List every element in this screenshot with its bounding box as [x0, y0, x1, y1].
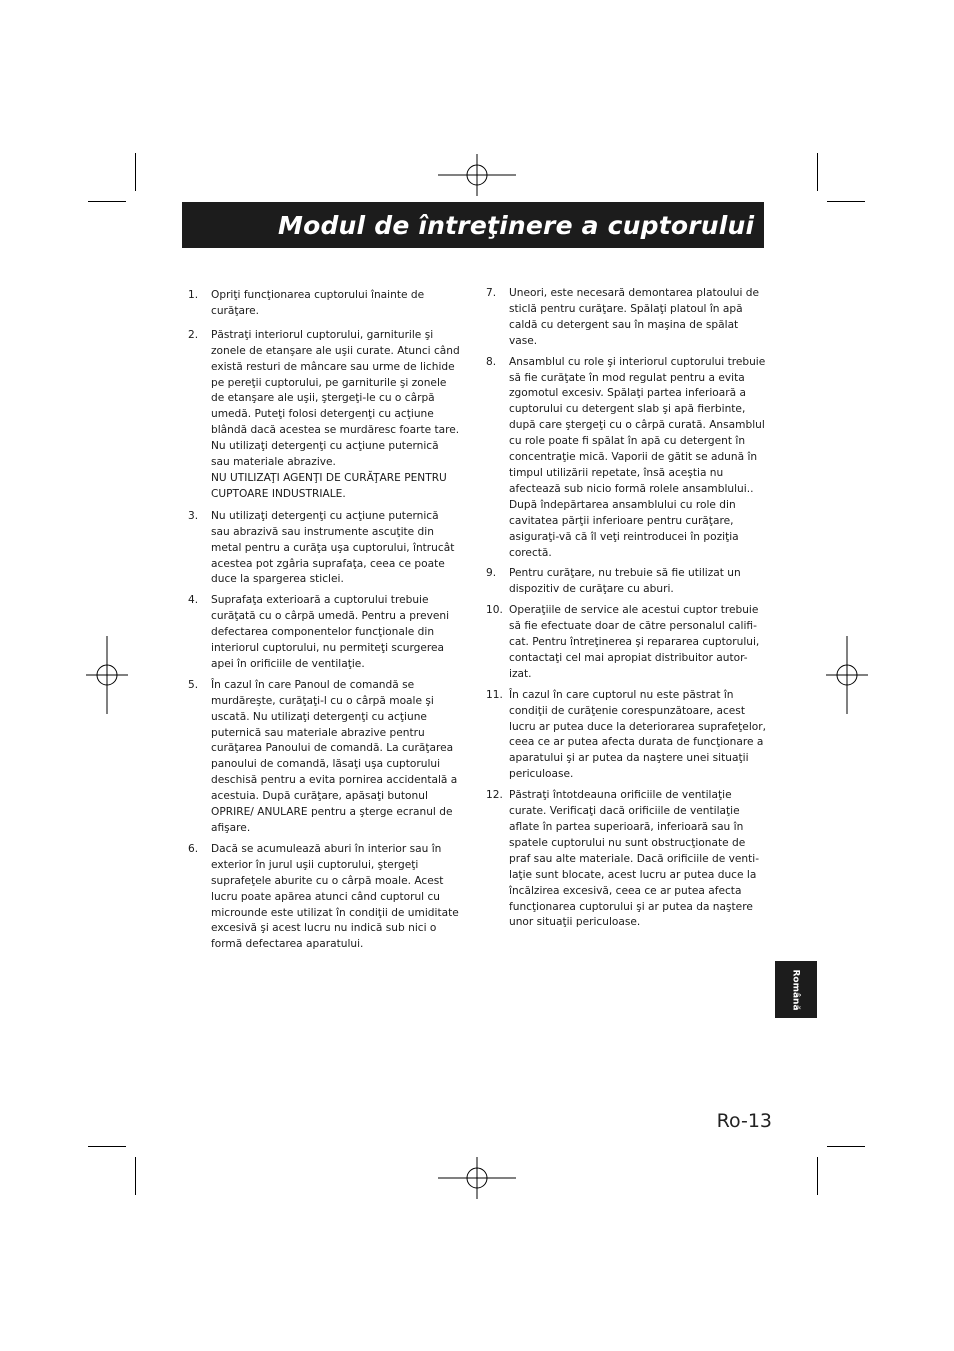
item-text: Uneori, este necesară demontarea platoului de sticlă pentru curăţare. Spălaţi platoul în apă caldă cu detergent sau în maşina de spălat vase.: [509, 287, 759, 347]
registration-mark-icon: [826, 636, 868, 714]
item-number: 4.: [188, 594, 199, 607]
item-number: 8.: [486, 355, 497, 368]
language-tab: [775, 961, 817, 1018]
instructions-column-left: [188, 288, 460, 953]
instructions-column-right: [486, 286, 767, 931]
item-warning: NU UTILIZAŢI AGENŢI DE CURĂŢARE PENTRU CUPTOARE INDUSTRIALE.: [211, 471, 447, 500]
registration-mark-icon: [86, 636, 128, 714]
item-number: 6.: [188, 842, 199, 855]
list-item: [486, 286, 767, 350]
page-number: Ro-13: [716, 1110, 772, 1132]
list-item: [188, 288, 460, 320]
list-item: [188, 328, 460, 503]
item-number: 10.: [486, 604, 503, 617]
registration-mark-icon: [438, 1157, 516, 1199]
item-text: Păstraţi interiorul cuptorului, garniturile şi zonele de etanşare ale uşii curate. Atunci când există resturi de mâncare sau urme de lichide pe pereţii cuptorului, pe garniturile şi zonele de etanşare ale uşii, ştergeţi-le cu o cârpă umedă. Puteţi folosi detergenţi cu acţiune blândă dacă acestea se murdăresc foarte tare. Nu utilizaţi detergenţi cu acţiune puternică sau materiale abrazive.: [211, 328, 460, 469]
item-text: În cazul în care cuptorul nu este păstrat în condiţii de curăţenie corespunzătoare, acest lucru ar putea duce la deteriorarea suprafeţelor, ceea ce ar putea afecta durata de funcţionare a aparatului şi ar putea da naştere unei situaţii periculoase.: [509, 688, 766, 781]
crop-mark: [817, 153, 818, 191]
item-text: Pentru curăţare, nu trebuie să fie utilizat un dispozitiv de curăţare cu aburi.: [509, 567, 741, 596]
item-number: 3.: [188, 509, 199, 522]
list-item: [486, 566, 767, 598]
crop-mark: [827, 201, 865, 202]
page-title: Modul de întreţinere a cuptorului: [278, 210, 755, 240]
list-item: [188, 509, 460, 589]
list-item: [486, 355, 767, 562]
crop-mark: [827, 1146, 865, 1147]
crop-mark: [817, 1157, 818, 1195]
registration-mark-icon: [438, 154, 516, 196]
item-text: Opriţi funcţionarea cuptorului înainte de curăţare.: [211, 289, 425, 317]
title-bar: [182, 202, 764, 248]
item-number: 5.: [188, 678, 199, 691]
list-item: [486, 688, 767, 783]
item-text: Nu utilizaţi detergenţi cu acţiune puternică sau abrazivă sau instrumente ascuţite din metal pentru a curăţa uşa cuptorului, întrucât acestea pot zgâria suprafaţa, ceea ce poate duce la spargerea sticlei.: [211, 509, 455, 586]
list-item: [486, 788, 767, 931]
item-text: Ansamblul cu role şi interiorul cuptorului trebuie să fie curăţate în mod regulat pentru a evita zgomotul excesiv. Spălaţi partea inferioară a cuptorului cu detergent slab şi apă fierbinte, după care ştergeţi cu o cârpă curată. Ansamblul cu role poate fi spălat în apă cu detergent în concentraţie mică. Vaporii de gătit se adună în timpul utilizării repetate, însă aceştia nu afectează sub nicio formă rolele ansamblului.. După îndepărtarea ansamblului cu role din cavitatea părţii inferioare pentru curăţare, asiguraţi-vă că îl veţi reintroducei în poziţia corectă.: [509, 355, 766, 559]
crop-mark: [135, 1157, 136, 1195]
language-label: Română: [790, 968, 801, 1011]
item-text: În cazul în care Panoul de comandă se murdăreşte, curăţaţi-l cu o cârpă moale şi uscată. Nu utilizaţi detergenţi cu acţiune puternică sau materiale abrazive pentru curăţarea Panoului de comandă. La curăţarea panoului de comandă, lăsaţi uşa cuptorului deschisă pentru a evita pornirea accidentală a acestuia. După curăţare, apăsaţi butonul OPRIRE/ ANULARE pentru a şterge ecranul de afişare.: [211, 678, 458, 834]
item-number: 2.: [188, 328, 199, 341]
item-number: 7.: [486, 287, 497, 299]
item-text: Păstraţi întotdeauna orificiile de ventilaţie curate. Verificaţi dacă orificiile de ventilaţie aflate în partea superioară, inferioară sau în spatele cuptorului nu sunt obstrucţionate de praf sau alte materiale. Dacă orificiile de venti-laţie sunt blocate, acest lucru ar putea duce la încălzirea excesivă, ceea ce ar putea afecta funcţionarea cuptorului şi ar putea da naştere unor situaţii periculoase.: [509, 789, 760, 929]
item-number: 1.: [188, 289, 199, 301]
item-text: Dacă se acumulează aburi în interior sau în exterior în jurul uşii cuptorului, ştergeţi suprafeţele aburite cu o cârpă moale. Acest lucru poate apărea atunci când cuptorul cu microunde este utilizat în condiţii de umiditate excesivă şi acest lucru nu indică sub nici o formă defectarea aparatului.: [211, 842, 459, 951]
item-number: 12.: [486, 789, 503, 802]
crop-mark: [135, 153, 136, 191]
item-text: Suprafaţa exterioară a cuptorului trebuie curăţată cu o cârpă umedă. Pentru a preveni defectarea componentelor funcţionale din interiorul cuptorului, nu permiteţi scurgerea apei în orificiile de ventilaţie.: [211, 594, 450, 670]
item-number: 9.: [486, 567, 497, 580]
item-number: 11.: [486, 688, 503, 701]
list-item: [486, 603, 767, 683]
item-text: Operaţiile de service ale acestui cuptor trebuie să fie efectuate doar de către personalul califi-cat. Pentru întreţinerea şi repararea cuptorului, contactaţi cel mai apropiat distribuitor autor-izat.: [509, 604, 760, 680]
crop-mark: [88, 1146, 126, 1147]
list-item: [188, 593, 460, 673]
list-item: [188, 842, 460, 953]
list-item: [188, 678, 460, 837]
crop-mark: [88, 201, 126, 202]
